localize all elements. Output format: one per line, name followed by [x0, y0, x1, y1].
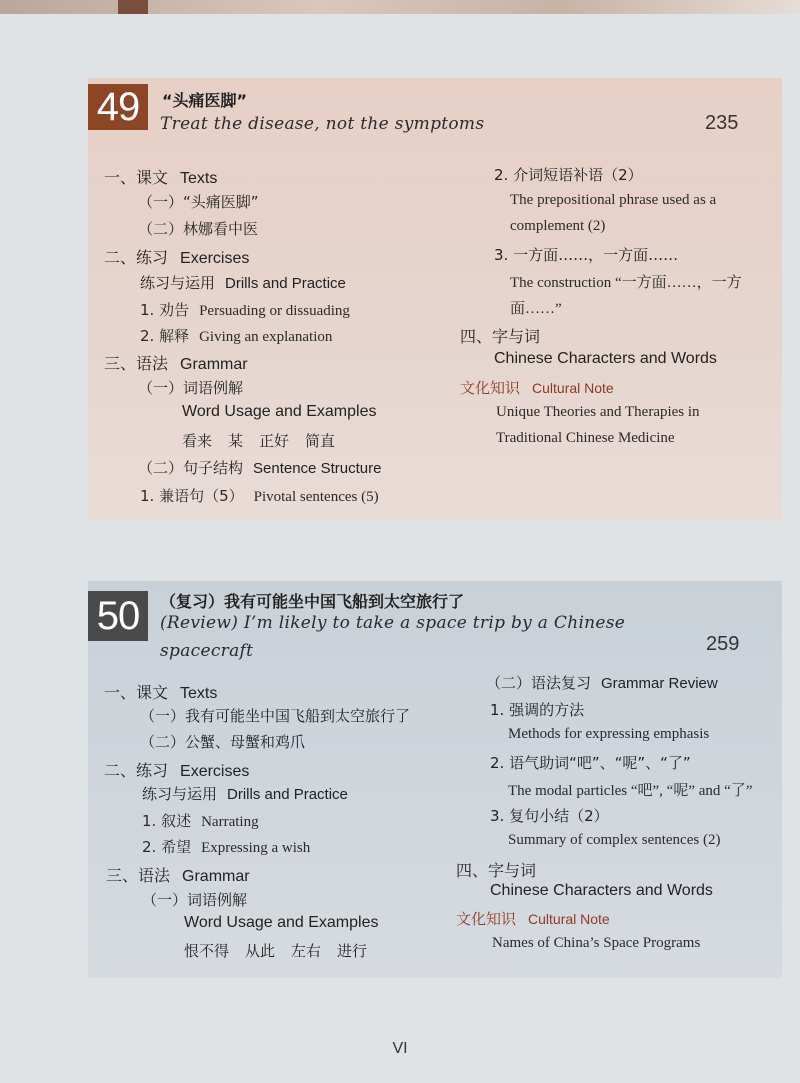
exercise-item-1: 1. 劝告 Persuading or dissuading — [140, 301, 350, 319]
lesson-title-en-cont: spacecraft — [160, 641, 254, 661]
grammar-review-heading: （二）语法复习 Grammar Review — [486, 674, 718, 692]
section-grammar: 三、语法 Grammar — [106, 866, 250, 885]
exercise-item-2: 2. 希望 Expressing a wish — [142, 838, 311, 856]
word-list — [184, 940, 383, 961]
word-item: 恨不得 — [184, 942, 230, 960]
cultural-note-line-1: Unique Theories and Therapies in — [496, 404, 700, 420]
grammar-item-3-en: Summary of complex sentences (2) — [508, 832, 721, 848]
word-usage-en: Word Usage and Examples — [182, 403, 377, 420]
lesson-49-card — [88, 78, 782, 520]
word-item: 简直 — [305, 432, 336, 450]
exercise-item-2: 2. 解释 Giving an explanation — [140, 327, 333, 345]
lesson-number: 49 — [88, 84, 148, 130]
section-exercises: 二、练习 Exercises — [104, 761, 250, 780]
word-usage-zh: （一）词语例解 — [138, 379, 244, 397]
word-item: 某 — [228, 432, 244, 450]
section-texts: 一、课文 Texts — [104, 683, 218, 702]
grammar-item-1: 1. 兼语句（5） Pivotal sentences (5) — [140, 487, 379, 505]
word-item: 进行 — [337, 942, 368, 960]
grammar-item-3-zh: 3. 一方面……，一方面…… — [494, 246, 679, 264]
word-usage-en: Word Usage and Examples — [184, 914, 379, 931]
word-item: 看来 — [182, 432, 213, 450]
top-decor-accent — [118, 0, 148, 14]
cultural-note-line-1: Names of China’s Space Programs — [492, 935, 701, 951]
text-item-1: （一）“头痛医脚” — [138, 193, 259, 211]
grammar-item-3-zh: 3. 复句小结（2） — [490, 807, 609, 825]
sentence-structure-heading: （二）句子结构 Sentence Structure — [138, 459, 382, 477]
exercise-item-1: 1. 叙述 Narrating — [142, 812, 259, 830]
cultural-note-heading: 文化知识 Cultural Note — [460, 379, 614, 397]
word-item: 正好 — [259, 432, 290, 450]
text-item-2: （二）公蟹、母蟹和鸡爪 — [140, 733, 306, 751]
section-characters-en: Chinese Characters and Words — [490, 882, 713, 899]
grammar-item-3-en: The construction “一方面……，一方 — [510, 275, 742, 291]
text-item-2: （二）林娜看中医 — [138, 220, 259, 238]
grammar-item-1-en: Methods for expressing emphasis — [508, 726, 710, 742]
section-characters-zh: 四、字与词 — [456, 861, 537, 880]
section-characters-zh: 四、字与词 — [460, 327, 541, 346]
text-item-1: （一）我有可能坐中国飞船到太空旅行了 — [140, 707, 411, 725]
lesson-number: 50 — [88, 591, 148, 641]
word-item: 左右 — [291, 942, 322, 960]
section-exercises: 二、练习 Exercises — [104, 248, 250, 267]
cultural-note-line-2: Traditional Chinese Medicine — [496, 430, 675, 446]
lesson-page-number: 259 — [706, 633, 740, 655]
section-grammar: 三、语法 Grammar — [104, 354, 248, 373]
word-list — [182, 430, 351, 451]
lesson-50-card — [88, 581, 782, 978]
top-decor-strip — [0, 0, 800, 14]
drills-heading: 练习与运用 Drills and Practice — [142, 785, 348, 803]
lesson-title-zh: “头痛医脚” — [162, 91, 248, 110]
grammar-item-2-en: The modal particles “吧”, “呢” and “了” — [508, 783, 753, 799]
page-footer-number: VI — [392, 1040, 408, 1057]
section-characters-en: Chinese Characters and Words — [494, 350, 717, 367]
lesson-title-zh: （复习）我有可能坐中国飞船到太空旅行了 — [160, 592, 465, 611]
word-item: 从此 — [245, 942, 276, 960]
grammar-item-3-en-cont: 面……” — [510, 301, 562, 317]
lesson-page-number: 235 — [705, 112, 739, 134]
grammar-item-2-en: The prepositional phrase used as a — [510, 192, 717, 208]
grammar-item-2-zh: 2. 语气助词“吧”、“呢”、“了” — [490, 754, 691, 772]
grammar-item-1-zh: 1. 强调的方法 — [490, 701, 585, 719]
section-texts: 一、课文 Texts — [104, 168, 218, 187]
lesson-title-en: (Review) I’m likely to take a space trip by a Chinese — [160, 613, 626, 633]
drills-heading: 练习与运用 Drills and Practice — [140, 274, 346, 292]
word-usage-zh: （一）词语例解 — [142, 891, 248, 909]
cultural-note-heading: 文化知识 Cultural Note — [456, 910, 610, 928]
lesson-title-en: Treat the disease, not the symptoms — [160, 114, 485, 134]
grammar-item-2-en-cont: complement (2) — [510, 218, 606, 234]
grammar-item-2-zh: 2. 介词短语补语（2） — [494, 166, 643, 184]
